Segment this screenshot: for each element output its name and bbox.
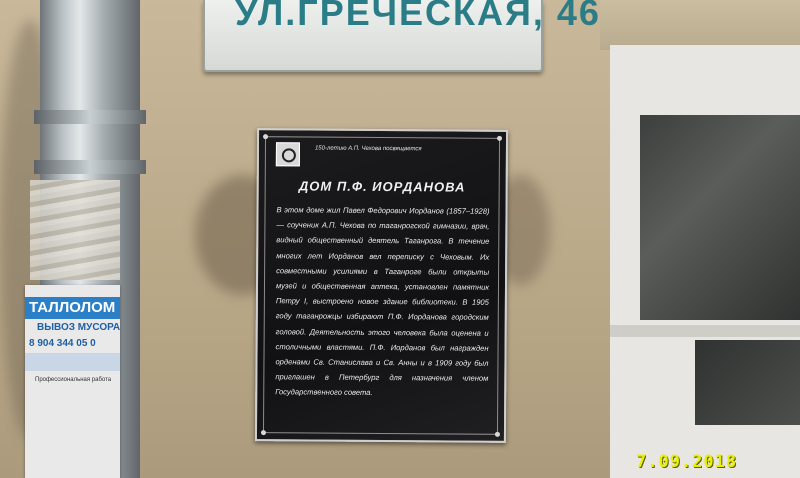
plaque-title: ДОМ П.Ф. ИОРДАНОВА xyxy=(298,178,466,195)
poster-phone: 8 904 344 05 0 xyxy=(29,338,96,349)
pipe-joint xyxy=(34,110,146,124)
poster-subtitle: ВЫВОЗ МУСОРА xyxy=(37,322,121,333)
torn-posters xyxy=(30,180,120,280)
street-sign xyxy=(203,0,601,72)
window-glass xyxy=(640,115,800,320)
poster-small-text: Профессиональная работа xyxy=(35,377,112,383)
window-sill xyxy=(610,325,800,337)
plaque-dedication: 150-летию А.П. Чехова посвящается xyxy=(314,145,422,153)
window-glass xyxy=(695,340,800,425)
pipe-joint xyxy=(34,160,146,174)
screw-icon xyxy=(495,432,500,437)
window xyxy=(610,45,800,478)
screw-icon xyxy=(263,134,268,139)
advertisement-poster xyxy=(25,285,120,478)
plaque-body: В этом доме жил Павел Федорович Иорданов (1857–1928) — соученик А.П. Чехова по таганрогской гимназии, врач, видный общественный деятель Таганрога. В течение многих лет Иорданов вел переписку с Чеховым. Их совместными усилиями в Таганроге были открыты музей и общественная аптека, установлен памятник Петру I, выстроено новое здание библиотеки. В 1905 году таганрожцы избирают П.Ф. Иорданова городским головой. Деятельность этого человека была оценена и столичными властями. П.Ф. Иорданов был награжден орденами Св. Станислава и Св. Анны и в 1909 году был приглашен в Петербург для назначения членом Государственного совета. xyxy=(275,205,490,398)
screw-icon xyxy=(261,430,266,435)
poster-title: ТАЛЛОЛОМ xyxy=(29,299,116,316)
memorial-plaque xyxy=(255,128,508,443)
street-sign-text: УЛ.ГРЕЧЕСКАЯ, 46 xyxy=(235,0,601,33)
poster-band xyxy=(25,353,120,371)
roof-overhang xyxy=(600,0,800,50)
screw-icon xyxy=(497,136,502,141)
date-stamp: 7.09.2018 xyxy=(636,452,738,472)
emblem-icon xyxy=(276,142,300,166)
